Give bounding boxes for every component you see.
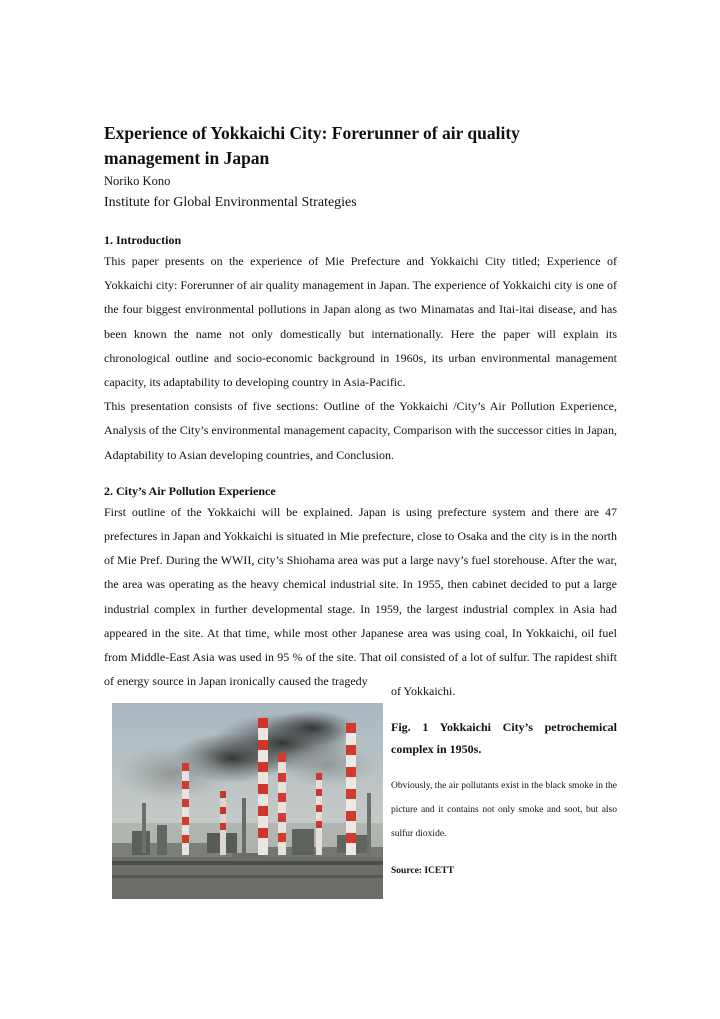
section-heading-introduction: 1. Introduction [104, 233, 182, 247]
author-name: Noriko Kono [104, 174, 171, 188]
figure-source: Source: ICETT [391, 866, 454, 877]
paragraph: This paper presents on the experience of Mie Prefecture and Yokkaichi City titled; Experience of Yokkaichi city: Forerunner of air quality management in Japan. The experience of Yokkaichi city is one of the four biggest environmental pollutions in Japan along as two Minamatas and Itai-itai disease, and has been known the name not only domestically but internationally. Here the paper will explain its chronological outline and socio-economic background in 1960s, its urban environmental management capacity, its adaptability to developing country in Asia-Pacific. [104, 254, 617, 390]
paragraph-continuation: of Yokkaichi. [391, 684, 456, 699]
figure-caption: Fig. 1 Yokkaichi City’s petrochemical complex in 1950s. [391, 720, 617, 757]
author-affiliation: Institute for Global Environmental Strategies [104, 195, 357, 210]
figure-block [104, 684, 617, 903]
smokestack-1 [182, 763, 189, 855]
figure-photo [112, 703, 383, 899]
paragraph: First outline of the Yokkaichi will be explained. Japan is using prefecture system and there are 47 prefectures in Japan and Yokkaichi is situated in Mie prefecture, close to Osaka and the city is in the north of Mie Pref. During the WWII, city’s Shiohama area was put a large navy’s fuel storehouse. After the war, the area was operating as the heavy chemical industrial site. In 1955, then cabinet decided to put a large industrial complex in further developmental stage. In 1959, the largest industrial complex in Asia had appeared in the site. At that time, while most other Japanese area was using coal, In Yokkaichi, oil fuel from Middle-East Asia was used in 95 % of the site. That oil consisted of a lot of sulfur. The rapidest shift of energy source in Japan ironically caused the tragedy [104, 504, 617, 689]
figure-side-text [391, 681, 617, 879]
paragraph: This presentation consists of five sections: Outline of the Yokkaichi /City’s Air Pollution Experience, Analysis of the City’s environmental management capacity, Comparison with the successor cities in Japan, Adaptability to Asian developing countries, and Conclusion. [104, 399, 617, 462]
paper-title: Experience of Yokkaichi City: Forerunner of air quality management in Japan [104, 123, 520, 168]
paper-page [104, 121, 617, 903]
section-heading-air-pollution: 2. City’s Air Pollution Experience [104, 483, 276, 498]
figure-note: Obviously, the air pollutants exist in the black smoke in the picture and it contains not only smoke and soot, but also sulfur dioxide. [391, 781, 617, 840]
